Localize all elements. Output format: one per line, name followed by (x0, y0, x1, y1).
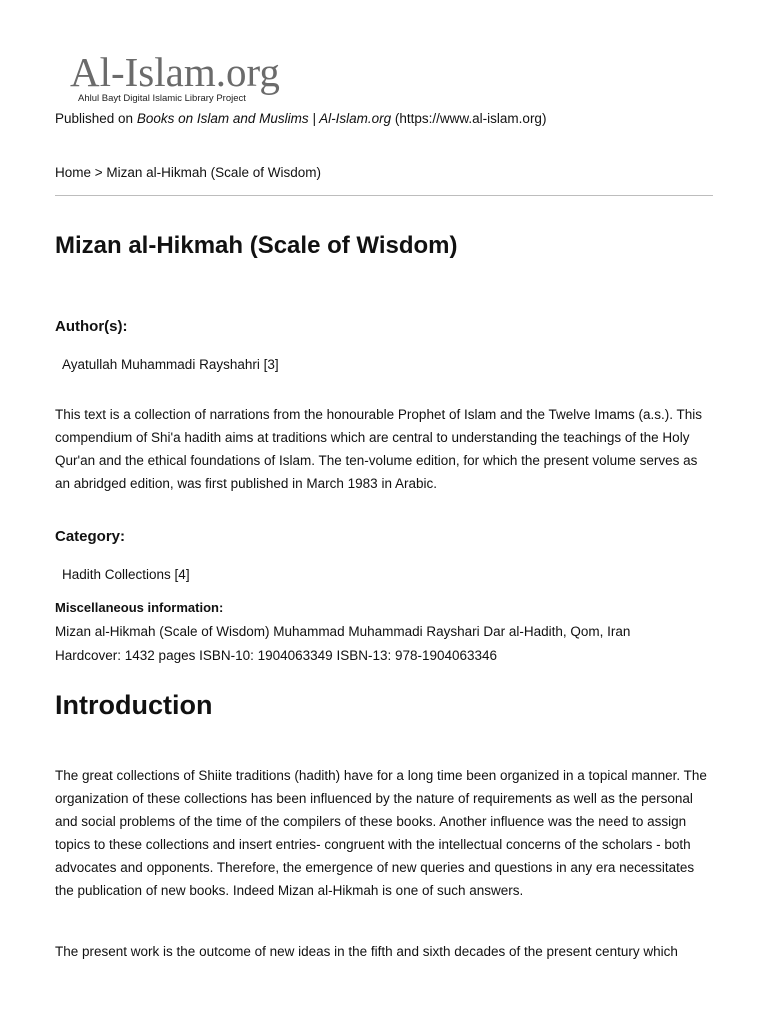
misc-info-line-1: Mizan al-Hikmah (Scale of Wisdom) Muhammad Muhammadi Rayshari Dar al-Hadith, Qom, Iran (55, 624, 631, 639)
published-prefix: Published on (55, 111, 137, 126)
introduction-heading: Introduction (55, 690, 213, 720)
breadcrumb-separator: > (91, 165, 107, 180)
published-site-link[interactable]: Books on Islam and Muslims | Al-Islam.org (136, 111, 392, 126)
category-label: Category: (55, 528, 126, 545)
breadcrumb-home-link[interactable]: Home (55, 165, 92, 180)
misc-info-line-2: Hardcover: 1432 pages ISBN-10: 1904063349 ISBN-13: 978-1904063346 (55, 648, 498, 663)
header-divider (55, 195, 713, 196)
breadcrumb-current: Mizan al-Hikmah (Scale of Wisdom) (106, 165, 321, 180)
author-link[interactable]: Ayatullah Muhammadi Rayshahri [3] (62, 357, 279, 372)
introduction-paragraph-2: The present work is the outcome of new ideas in the fifth and sixth decades of the present century which (55, 944, 678, 959)
breadcrumb (55, 165, 321, 180)
site-logo[interactable] (70, 49, 280, 104)
logo-wordmark: Al-Islam.org (70, 49, 280, 95)
misc-info-label: Miscellaneous information: (55, 600, 224, 615)
page-title: Mizan al-Hikmah (Scale of Wisdom) (55, 232, 458, 259)
book-description: This text is a collection of narrations from the honourable Prophet of Islam and the Twelve Imams (a.s.). This compendium of Shi'a hadith aims at traditions which are central to understanding the teachings of the Holy Qur'an and the ethical foundations of Islam. The ten-volume edition, for which the present volume serves as an abridged edition, was first published in March 1983 in Arabic. (55, 407, 703, 491)
category-link[interactable]: Hadith Collections [4] (62, 567, 190, 582)
published-url: (https://www.al-islam.org) (391, 111, 547, 126)
published-line (55, 111, 546, 126)
logo-tagline: Ahlul Bayt Digital Islamic Library Project (78, 93, 246, 104)
introduction-paragraph-1: The great collections of Shiite traditions (hadith) have for a long time been organized in a topical manner. The organization of these collections has been influenced by the nature of requirements as well as the personal and social problems of the time of the compilers of these books. Another influence was the need to assign topics to these collections and insert entries- congruent with the intellectual concerns of the scholars - both advocates and opponents. Therefore, the emergence of new queries and questions in any era necessitates the publication of new books. Indeed Mizan al-Hikmah is one of such answers. (55, 768, 707, 898)
authors-label: Author(s): (55, 318, 128, 335)
